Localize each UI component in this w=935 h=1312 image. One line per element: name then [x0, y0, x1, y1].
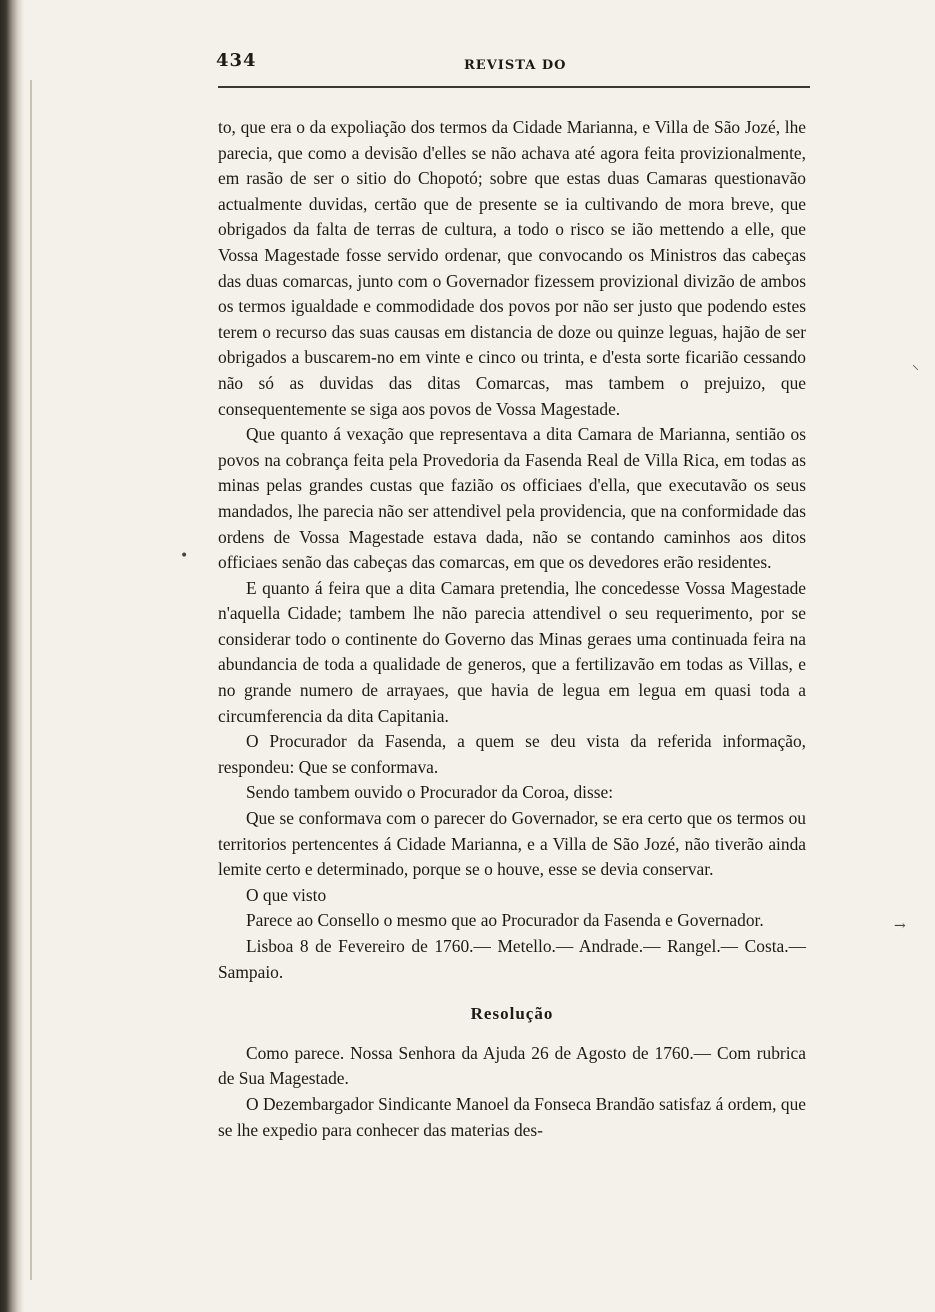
signature-line: Lisboa 8 de Fevereiro de 1760.— Metello.— Andrade.— Rangel.— Costa.— Sampaio. — [218, 936, 806, 982]
paragraph: Parece ao Consello o mesmo que ao Procurador da Fasenda e Governador. — [246, 910, 764, 931]
paragraph: O Dezembargador Sindicante Manoel da Fonseca Brandão satisfaz á ordem, que se lhe expedio para conhecer das materias des- — [218, 1093, 806, 1140]
page-header — [210, 40, 810, 80]
paragraph: E quanto á feira que a dita Camara pretendia, lhe concedesse Vossa Magestade n'aquella Cidade; tambem lhe não parecia attendivel o seu requerimento, por se considerar todo o continente do Governo das Minas geraes uma continuada feira na abundancia de toda a qualidade de generos, que a fertilizavão em todas as Villas, e no grande numero de arrayaes, que havia de legua em legua em quasi toda a circumferencia da dita Capitania. — [218, 577, 806, 726]
margin-pencil-mark: → — [894, 918, 906, 934]
book-spine-shadow — [0, 0, 24, 1312]
running-head: REVISTA DO — [464, 58, 567, 73]
paragraph: Que quanto á vexação que representava a dita Camara de Marianna, sentião os povos na cobrança feita pela Provedoria da Fasenda Real de Villa Rica, em todas as minas pelas grandes custas que fazião os officiaes d'ella, que executavão os seus mandados, lhe parecia não ser attendivel pela providencia, que na conformidade das ordens de Vossa Magestade estava dada, não se contando caminhos aos ditos officiaes senão das cabeças das comarcas, em que os devedores erão residentes. — [218, 424, 806, 573]
gutter-line — [30, 80, 32, 1280]
resolution-heading: Resolução — [470, 1004, 554, 1024]
paragraph-continued: to, que era o da expoliação dos termos da Cidade Marianna, e Villa de São Jozé, lhe parecia, que como a devisão d'elles se não achava até agora feita provizionalmente, em rasão de ser o sitio do Chopotó; sobre que estas duas Camaras questionavão actualmente duvidas, certão que de presente se ia cultivando de mora breve, que obrigados da falta de terras de cultura, a todo o risco se ião mettendo a elle, que Vossa Magestade fosse servido ordenar, que convocando os Ministros das cabeças das duas comarcas, junto com o Governador fizessem provizional divizão de ambos os termos igualdade e commodidade dos povos por não ser justo que podendo estes terem o recurso das suas causas em distancia de doze ou quinze leguas, hajão de ser obrigados a buscarem-no em vinte e cinco ou trinta, e d'esta sorte ficarião cessando não só as duvidas das ditas Comarcas, mas tambem o prejuizo, que consequentemente se siga aos povos de Vossa Magestade. — [218, 117, 806, 419]
paragraph: O que visto — [246, 884, 327, 905]
page-body — [218, 115, 806, 1143]
paragraph: Como parece. Nossa Senhora da Ajuda 26 de Agosto de 1760.— Com rubrica de Sua Magestade. — [218, 1042, 806, 1089]
paragraph: O Procurador da Fasenda, a quem se deu vista da referida informação, respondeu: Que se conformava. — [218, 731, 806, 777]
paragraph: Sendo tambem ouvido o Procurador da Coroa, disse: — [246, 782, 614, 803]
paragraph: Que se conformava com o parecer do Governador, se era certo que os termos ou territorios pertencentes á Cidade Marianna, e a Villa de São Jozé, não tiverão ainda lemite certo e determinado, porque se o houve, esse se devia conservar. — [218, 808, 806, 880]
header-rule — [218, 86, 810, 88]
margin-dot: • — [180, 548, 189, 564]
page-number: 434 — [216, 50, 257, 71]
margin-pencil-mark: ⸜ — [912, 357, 919, 373]
document-page — [210, 40, 810, 1300]
